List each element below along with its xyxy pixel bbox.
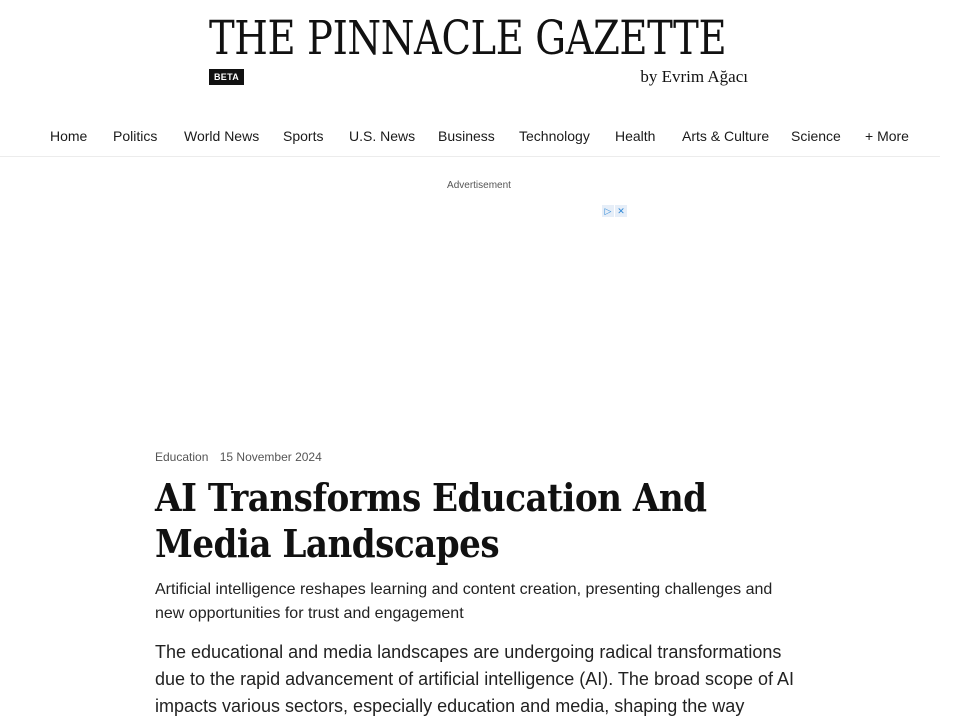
nav-item-politics[interactable]: Politics [113, 128, 158, 144]
nav-item-science[interactable]: Science [791, 128, 841, 144]
beta-badge: BETA [209, 69, 244, 85]
nav-item-business[interactable]: Business [438, 128, 495, 144]
nav-item-technology[interactable]: Technology [519, 128, 590, 144]
article-date: 15 November 2024 [219, 450, 322, 464]
main-nav [0, 118, 940, 157]
brand-byline: by Evrim Ağacı [640, 67, 748, 86]
nav-item-health[interactable]: Health [615, 128, 656, 144]
ad-choices-icon[interactable]: ▷ [602, 205, 614, 217]
nav-item-arts-culture[interactable]: Arts & Culture [682, 128, 770, 144]
article [155, 448, 805, 720]
article-category[interactable]: Education [155, 450, 209, 464]
nav-item-us-news[interactable]: U.S. News [349, 128, 416, 144]
article-subtitle: Artificial intelligence reshapes learning and content creation, presenting challenges and new opportunities for trust and engagement [155, 581, 773, 622]
advertisement-slot[interactable] [329, 203, 629, 418]
article-headline: AI Transforms Education And Media Landscapes [155, 475, 707, 566]
ad-choices[interactable] [601, 205, 627, 217]
article-meta [155, 448, 805, 466]
nav-item-sports[interactable]: Sports [283, 128, 324, 144]
masthead [0, 0, 940, 110]
ad-close-icon[interactable]: ✕ [615, 205, 627, 217]
article-body-paragraph: The educational and media landscapes are undergoing radical transformations due to the rapid advancement of artificial intelligence (AI). The broad scope of AI impacts various sectors, especially education and media, shaping the way [155, 642, 795, 716]
advertisement-label: Advertisement [447, 180, 511, 191]
nav-item-world-news[interactable]: World News [184, 128, 260, 144]
site-logo-title[interactable]: THE PINNACLE GAZETTE [209, 11, 727, 66]
nav-item-home[interactable]: Home [50, 128, 88, 144]
nav-item-more[interactable]: + More [865, 128, 909, 144]
